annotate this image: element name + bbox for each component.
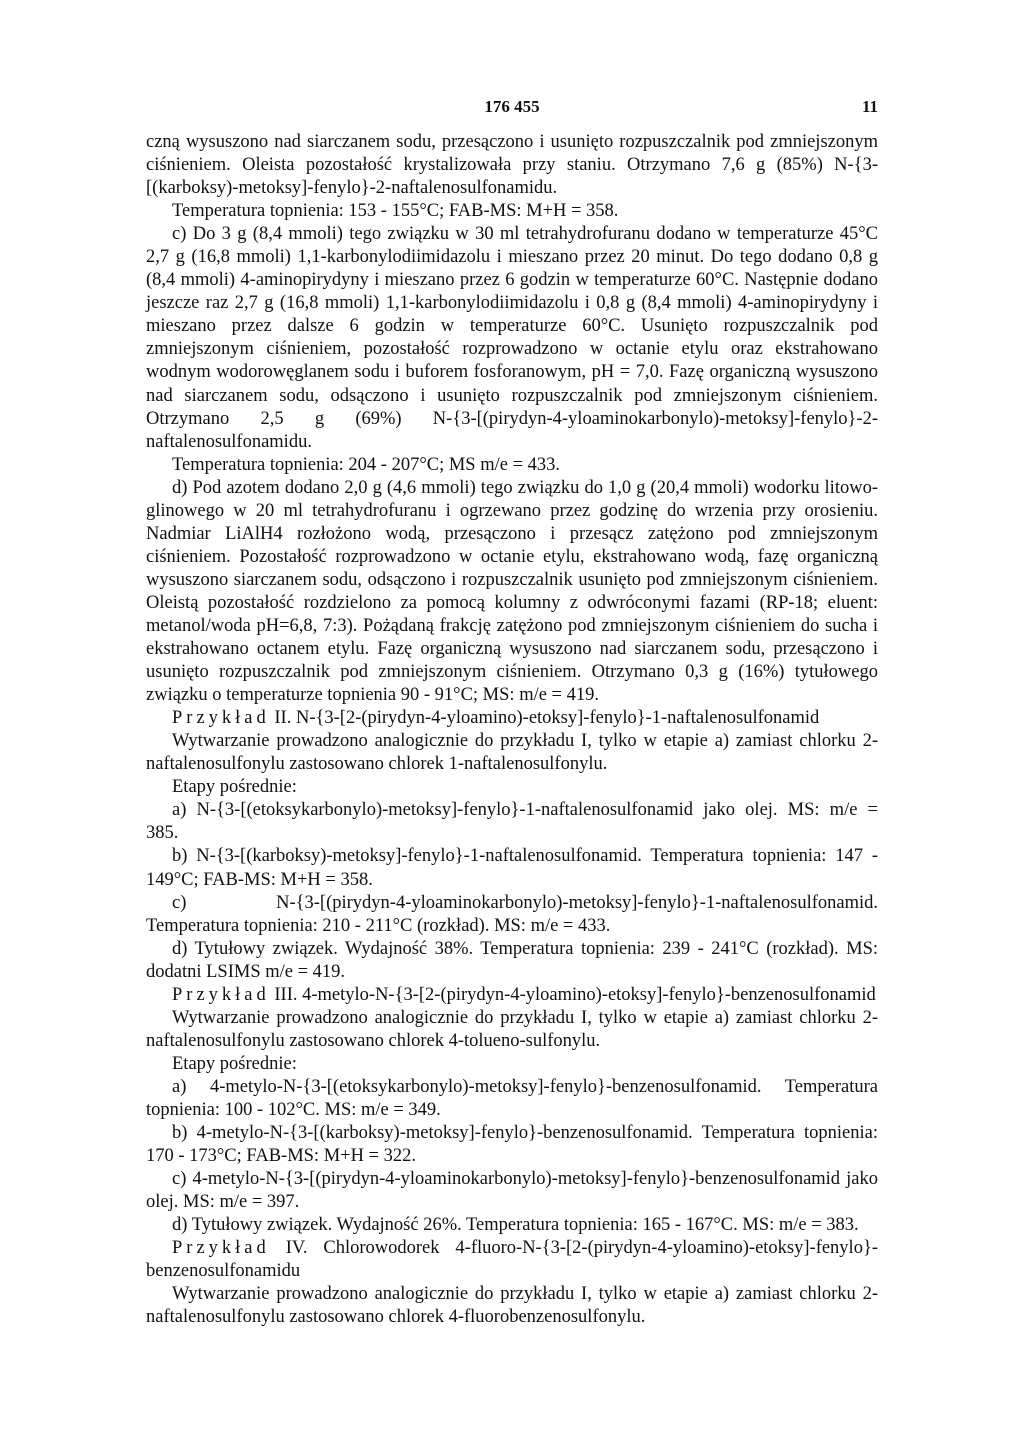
- example-2-paragraph: Etapy pośrednie:: [172, 777, 297, 798]
- example-2-paragraph: d) Tytułowy związek. Wydajność 38%. Temperatura topnienia: 239 - 241°C (rozkład). MS: dodatni LSIMS m/e = 419.: [146, 938, 878, 982]
- example-2-paragraph: c) N-{3-[(pirydyn-4-yloaminokarbonylo)-metoksy]-fenylo}-1-naftalenosulfonamid. Temperatura topnienia: 210 - 211°C (rozkład). MS: m/e = 433.: [146, 892, 878, 936]
- patent-number: 176 455: [484, 97, 540, 116]
- page-header: [146, 97, 878, 119]
- example-2-paragraph: Wytwarzanie prowadzono analogicznie do przykładu I, tylko w etapie a) zamiast chlorku 2-naftalenosulfonylu zastosowano chlorek 1-naftalenosulfonylu.: [146, 731, 878, 775]
- example-4-paragraph: Wytwarzanie prowadzono analogicznie do przykładu I, tylko w etapie a) zamiast chlorku 2-naftalenosulfonylu zastosowano chlorek 4-fluorobenzenosulfonylu.: [146, 1284, 878, 1328]
- example-2-heading: [146, 707, 878, 730]
- paragraph-melting-point-2: Temperatura topnienia: 204 - 207°C; MS m/e = 433.: [172, 454, 561, 475]
- example-3-heading: [146, 984, 878, 1007]
- paragraph-continuation: czną wysuszono nad siarczanem sodu, przesączono i usunięto rozpuszczalnik pod zmniejszonym ciśnieniem. Oleista pozostałość krystalizowała przy staniu. Otrzymano 7,6 g (85%) N-{3-[(karboksy)-metoksy]-fenylo}-2-naftalenosulfonamidu.: [146, 132, 878, 199]
- example-3-paragraph: Etapy pośrednie:: [172, 1053, 297, 1074]
- document-body: [146, 131, 878, 1329]
- example-number: III.: [274, 984, 298, 1005]
- paragraph-step-d: d) Pod azotem dodano 2,0 g (4,6 mmoli) tego związku do 1,0 g (20,4 mmoli) wodorku litowo-glinowego w 20 ml tetrahydrofuranu i ogrzewano przez godzinę do wrzenia przy orosieniu. Nadmiar LiAlH4 rozłożono wodą, przesączono i przesącz zatężono pod zmniejszonym ciśnieniem. Pozostałość rozprowadzono w octanie etylu, ekstrahowano wodą, fazę organiczną wysuszono siarczanem sodu, odsączono i rozpuszczalnik usunięto pod zmniejszonym ciśnieniem. Oleistą pozostałość rozdzielono za pomocą kolumny z odwróconymi fazami (RP-18; eluent: metanol/woda pH=6,8, 7:3). Pożądaną frakcję zatężono pod zmniejszonym ciśnieniem do sucha i ekstrahowano octanem etylu. Fazę organiczną wysuszono nad siarczanem sodu, przesączono i usunięto rozpuszczalnik pod zmniejszonym ciśnieniem. Otrzymano 0,3 g (16%) tytułowego związku o temperaturze topnienia 90 - 91°C; MS: m/e = 419.: [146, 477, 878, 706]
- example-title: 4-metylo-N-{3-[2-(pirydyn-4-yloamino)-etoksy]-fenylo}-benzenosulfonamid: [302, 984, 876, 1005]
- example-label: Przykład: [172, 1238, 270, 1259]
- example-number: II.: [274, 708, 292, 729]
- example-4-heading: [146, 1237, 878, 1283]
- example-3-paragraph: c) 4-metylo-N-{3-[(pirydyn-4-yloaminokarbonylo)-metoksy]-fenylo}-benzenosulfonamid jako olej. MS: m/e = 397.: [146, 1169, 878, 1213]
- paragraph-melting-point: Temperatura topnienia: 153 - 155°C; FAB-MS: M+H = 358.: [172, 201, 619, 222]
- example-3-paragraph: Wytwarzanie prowadzono analogicznie do przykładu I, tylko w etapie a) zamiast chlorku 2-naftalenosulfonylu zastosowano chlorek 4-tolueno-sulfonylu.: [146, 1007, 878, 1051]
- example-2-paragraph: b) N-{3-[(karboksy)-metoksy]-fenylo}-1-naftalenosulfonamid. Temperatura topnienia: 147 - 149°C; FAB-MS: M+H = 358.: [146, 846, 878, 890]
- example-3-paragraph: d) Tytułowy związek. Wydajność 26%. Temperatura topnienia: 165 - 167°C. MS: m/e = 383.: [172, 1215, 859, 1236]
- example-3-paragraph: a) 4-metylo-N-{3-[(etoksykarbonylo)-metoksy]-fenylo}-benzenosulfonamid. Temperatura topnienia: 100 - 102°C. MS: m/e = 349.: [146, 1076, 878, 1120]
- paragraph-step-c: c) Do 3 g (8,4 mmoli) tego związku w 30 ml tetrahydrofuranu dodano w temperaturze 45°C 2,7 g (16,8 mmoli) 1,1-karbonylodiimidazolu i mieszano przez 20 minut. Do tego dodano 0,8 g (8,4 mmoli) 4-aminopirydyny i mieszano przez 6 godzin w temperaturze 60°C. Następnie dodano jeszcze raz 2,7 g (16,8 mmoli) 1,1-karbonylodiimidazolu i 0,8 g (8,4 mmoli) 4-aminopirydyny i mieszano przez dalsze 6 godzin w temperaturze 60°C. Usunięto rozpuszczalnik pod zmniejszonym ciśnieniem, pozostałość rozprowadzono w octanie etylu oraz ekstrahowano wodnym wodorowęglanem sodu i buforem fosforanowym, pH = 7,0. Fazę organiczną wysuszono nad siarczanem sodu, odsączono i usunięto rozpuszczalnik pod zmniejszonym ciśnieniem. Otrzymano 2,5 g (69%) N-{3-[(pirydyn-4-yloaminokarbonylo)-metoksy]-fenylo}-2-naftalenosulfonamidu.: [146, 224, 878, 452]
- example-label: Przykład: [172, 984, 270, 1005]
- example-title: Chlorowodorek 4-fluoro-N-{3-[2-(pirydyn-4-yloamino)-etoksy]-fenylo}-benzenosulfonamidu: [146, 1238, 878, 1282]
- example-title: N-{3-[2-(pirydyn-4-yloamino)-etoksy]-fenylo}-1-naftalenosulfonamid: [295, 708, 820, 729]
- example-2-paragraph: a) N-{3-[(etoksykarbonylo)-metoksy]-fenylo}-1-naftalenosulfonamid jako olej. MS: m/e = 385.: [146, 800, 878, 844]
- example-label: Przykład: [172, 708, 270, 729]
- page-number: 11: [861, 97, 878, 116]
- example-number: IV.: [285, 1238, 308, 1259]
- example-3-paragraph: b) 4-metylo-N-{3-[(karboksy)-metoksy]-fenylo}-benzenosulfonamid. Temperatura topnienia: 170 - 173°C; FAB-MS: M+H = 322.: [146, 1123, 878, 1167]
